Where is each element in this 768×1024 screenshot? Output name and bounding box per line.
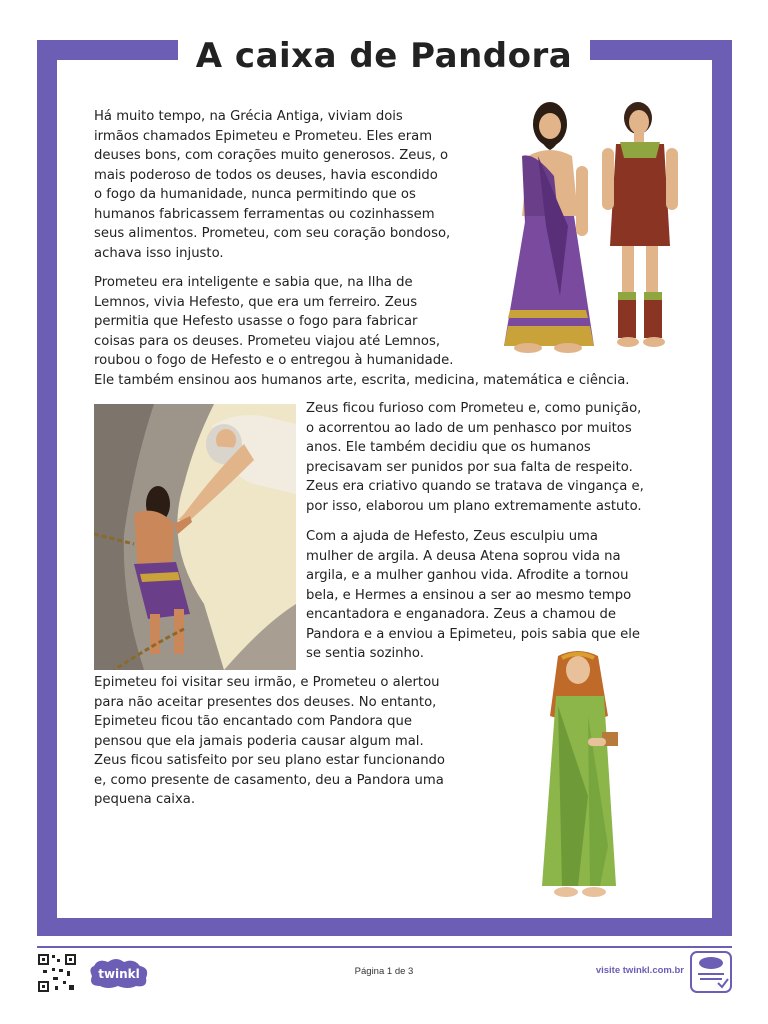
paragraph-4: Com a ajuda de Hefesto, Zeus esculpiu uma mulher de argila. A deusa Atena soprou vida na argila, e a mulher ganhou vida. Afrodite a tornou bela, e Hermes a ensinou a ser ao mesmo tempo encantadora e enganadora. Zeus a chamou de Pandora e a enviou a Epimeteu, pois sabia que ele se sentia sozinho. (306, 529, 641, 661)
paragraph-2: Prometeu era inteligente e sabia que, na Ilha de Lemnos, vivia Hefesto, que era um ferreiro. Zeus permitia que Hefesto usasse o fogo para fabricar coisas para os deuses. Prometeu viajou até Lemnos, roubou o fogo de Hefesto e o entregou à humanidade. Ele também ensinou aos humanos arte, escrita, medicina, matemática e ciência. (94, 275, 630, 388)
paragraph-1: Há muito tempo, na Grécia Antiga, viviam dois irmãos chamados Epimeteu e Prometeu. Eles eram deuses bons, com corações muito generosos. Zeus, o mais poderoso de todos os deuses, havia escondido o fogo da humanidade, nunca permitindo que os humanos fabricassem ferramentas ou cozinhassem seus alimentos. Prometeu, com seu coração bondoso, achava isso injusto. (94, 109, 451, 261)
footer-divider (37, 946, 732, 948)
prometheus-chained-illustration (94, 404, 296, 670)
paragraph-5: Epimeteu foi visitar seu irmão, e Prometeu o alertou para não aceitar presentes dos deuses. No entanto, Epimeteu ficou tão encantado com Pandora que pensou que ela jamais poderia causar algum mal. Zeus ficou satisfeito por seu plano estar funcionando e, como presente de casamento, deu a Pandora uma pequena caixa. (94, 675, 446, 807)
page-number: Página 1 de 3 (354, 966, 414, 977)
paragraph-3: Zeus ficou furioso com Prometeu e, como punição, o acorrentou ao lado de um penhasco por muitos anos. Ele também decidiu que os humanos precisavam ser punidos por sua falta de respeito. Zeus era criativo quando se tratava de vingança e, por isso, elaborou um plano extremamente astuto. (306, 401, 644, 514)
quality-badge-icon (690, 951, 732, 993)
site-link[interactable]: visite twinkl.com.br (595, 965, 684, 976)
logo-text: twinkl (98, 967, 140, 981)
twinkl-logo[interactable] (88, 958, 150, 988)
page-title: A caixa de Pandora (195, 36, 573, 76)
brothers-illustration (498, 96, 690, 358)
qr-code-icon[interactable] (37, 953, 77, 993)
pandora-illustration (528, 646, 630, 908)
